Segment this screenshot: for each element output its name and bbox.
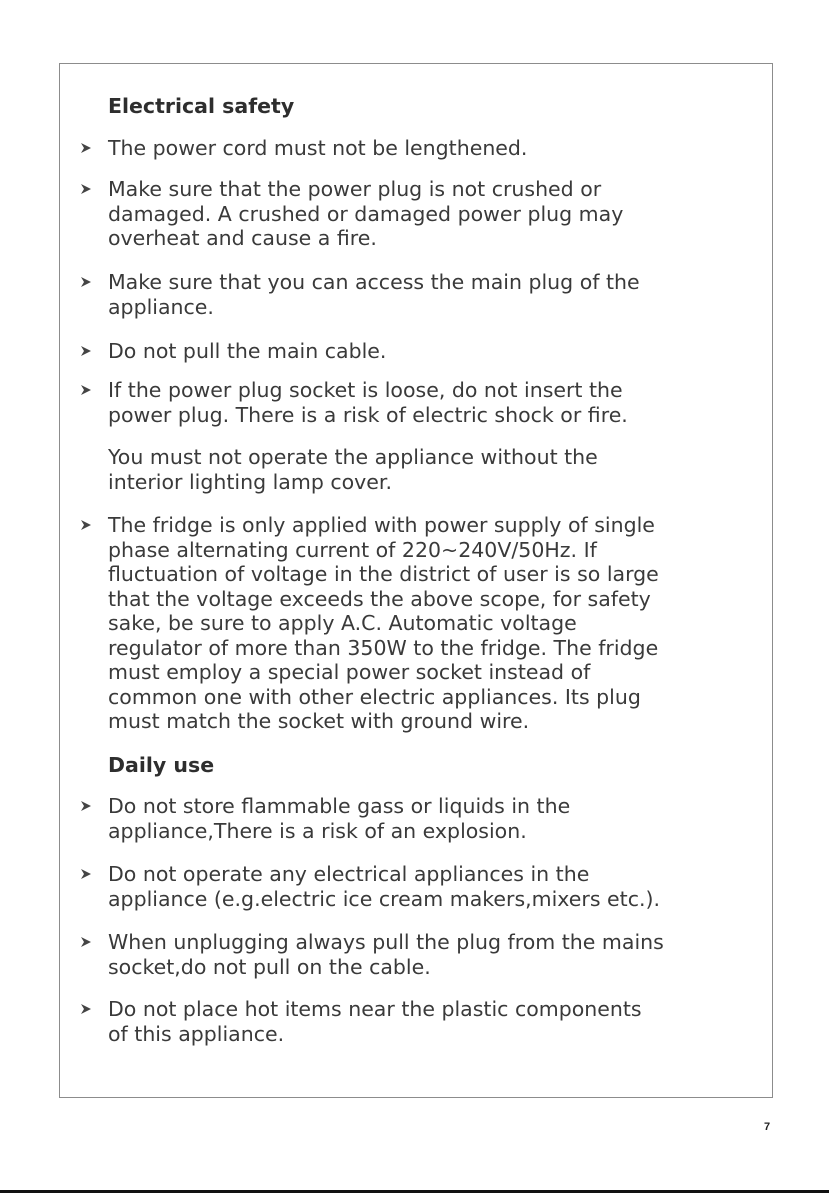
list-item-text: If the power plug socket is loose, do not insert the [108, 378, 623, 402]
list-item [108, 862, 768, 911]
arrow-bullet-icon [80, 345, 92, 357]
list-item-text: Do not operate any electrical appliances in the [108, 862, 590, 886]
list-item [108, 339, 768, 364]
list-item [108, 136, 768, 161]
list-item-text: Do not place hot items near the plastic components [108, 997, 642, 1021]
list-item-text: The fridge is only applied with power supply of single [108, 513, 655, 537]
list-item-text: power plug. There is a risk of electric shock or fire. [108, 402, 628, 427]
arrow-bullet-icon [80, 868, 92, 880]
list-item-text: must match the socket with ground wire. [108, 709, 530, 733]
list-item-text: socket,do not pull on the cable. [108, 954, 431, 979]
list-item-text: must employ a special power socket instead of [108, 660, 591, 684]
list-item-text: phase alternating current of 220~240V/50Hz. If [108, 537, 597, 562]
list-item-text: common one with other electric appliances. Its plug [108, 684, 641, 709]
arrow-bullet-icon [80, 936, 92, 948]
list-item [108, 378, 768, 427]
note-text: You must not operate the appliance without the [108, 445, 598, 469]
list-item-text: Make sure that the power plug is not crushed or [108, 177, 602, 201]
arrow-bullet-icon [80, 800, 92, 812]
list-item-text: appliance. [108, 294, 214, 319]
list-item [108, 997, 768, 1046]
list-item-text: fluctuation of voltage in the district of user is so large [108, 562, 659, 586]
list-item-text: of this appliance. [108, 1021, 285, 1046]
page-number: 7 [764, 1121, 771, 1133]
arrow-bullet-icon [80, 142, 92, 154]
arrow-bullet-icon [80, 384, 92, 396]
list-item-text: appliance (e.g.electric ice cream makers,mixers etc.). [108, 886, 660, 911]
list-item [108, 177, 768, 251]
arrow-bullet-icon [80, 1003, 92, 1015]
list-item-text: that the voltage exceeds the above scope, for safety [108, 586, 651, 611]
list-item-text: Do not store flammable gass or liquids in the [108, 794, 571, 818]
arrow-bullet-icon [80, 183, 92, 195]
arrow-bullet-icon [80, 276, 92, 288]
section-heading-electrical-safety: Electrical safety [108, 94, 295, 118]
section-heading-daily-use: Daily use [108, 753, 215, 777]
arrow-bullet-icon [80, 519, 92, 531]
list-item-text: The power cord must not be lengthened. [108, 136, 528, 160]
note-paragraph [108, 445, 768, 494]
list-item-text: overheat and cause a fire. [108, 226, 377, 250]
content-frame [59, 63, 773, 1098]
list-item-text: appliance,There is a risk of an explosion. [108, 818, 527, 843]
list-item-text: Make sure that you can access the main plug of the [108, 270, 640, 294]
list-item [108, 513, 768, 734]
note-text: interior lighting lamp cover. [108, 469, 392, 494]
list-item-text: damaged. A crushed or damaged power plug may [108, 201, 624, 226]
list-item [108, 930, 768, 979]
list-item-text: sake, be sure to apply A.C. Automatic voltage [108, 611, 577, 635]
list-item [108, 270, 768, 319]
list-item-text: When unplugging always pull the plug from the mains [108, 930, 664, 954]
list-item-text: regulator of more than 350W to the fridge. The fridge [108, 635, 659, 660]
list-item-text: Do not pull the main cable. [108, 339, 387, 363]
list-item [108, 794, 768, 843]
